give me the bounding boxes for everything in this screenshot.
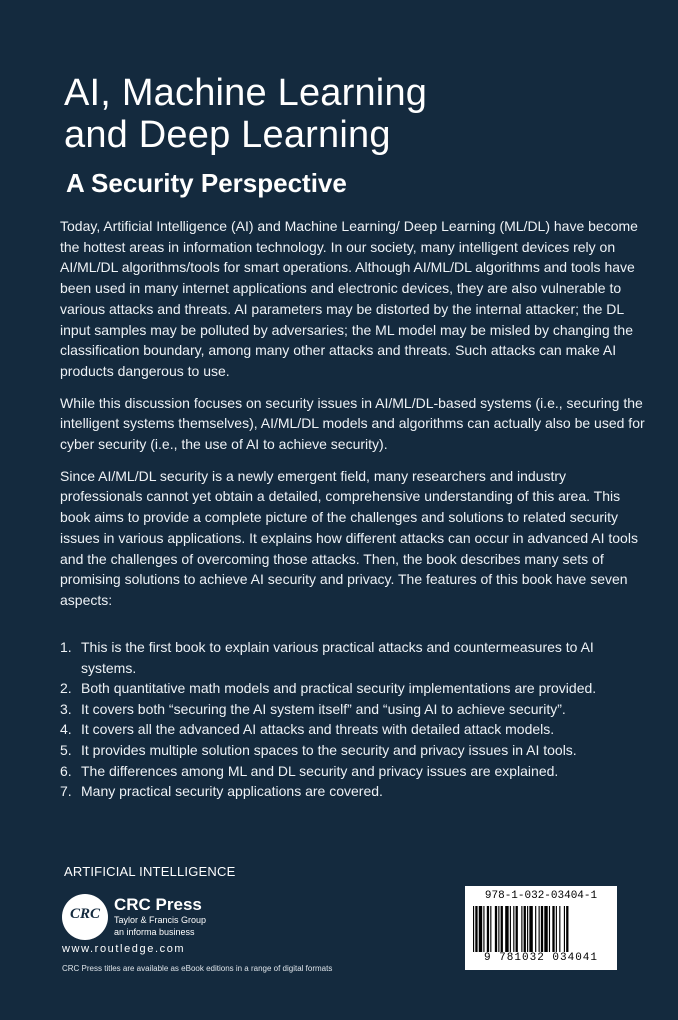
logo-text: CRC: [69, 906, 100, 922]
barcode-bar: [521, 906, 522, 952]
feature-number: 7.: [60, 783, 72, 800]
barcode-bar: [529, 906, 532, 952]
feature-text: The differences among ML and DL security and privacy issues are explained.: [81, 762, 559, 779]
feature-item: [60, 761, 620, 782]
isbn-top: 978-1-032-03404-1: [484, 890, 598, 902]
feature-number: 6.: [60, 762, 72, 779]
ebook-note: CRC Press titles are available as eBook editions in a range of digital formats: [62, 964, 333, 973]
barcode-bar: [564, 906, 565, 952]
isbn-barcode: [465, 886, 617, 970]
barcode-bar: [559, 906, 560, 952]
title-line-2: and Deep Learning: [64, 114, 391, 156]
subject-category: ARTIFICIAL INTELLIGENCE: [64, 864, 236, 879]
publisher-group: Taylor & Francis Group: [114, 915, 207, 925]
barcode-bar: [516, 906, 518, 952]
feature-item: [60, 740, 620, 761]
barcode-bar: [510, 906, 511, 952]
barcode-bar: [513, 906, 514, 952]
feature-text: Both quantitative math models and practical security implementations are provided.: [81, 680, 597, 697]
description-paragraph-3: Since AI/ML/DL security is a newly emergent field, many researchers and industry professionals cannot yet obtain a detailed, comprehensive understanding of this area. This book aims to provide a complete picture of the challenges and solutions to related security issues in various applications. It explains how different attacks can occur in advanced AI tools and the challenges of overcoming those attacks. Then, the book describes many sets of promising solutions to achieve AI security and privacy. The features of this book have seven aspects:: [60, 467, 638, 608]
barcode-bar: [535, 906, 536, 952]
barcode-bar: [566, 906, 568, 952]
feature-number: 4.: [60, 721, 72, 738]
barcode-bar: [501, 906, 503, 952]
feature-item: [60, 781, 620, 802]
publisher-informa: an informa business: [114, 927, 195, 937]
description-paragraph-2: While this discussion focuses on security issues in AI/ML/DL-based systems (i.e., securing the intelligent systems themselves), AI/ML/DL models and algorithms can actually also be used for cyber security (i.e., the use of AI to achieve security).: [60, 394, 645, 453]
barcode-bar: [483, 906, 484, 952]
feature-text: It covers all the advanced AI attacks and threats with detailed attack models.: [81, 721, 555, 738]
barcode-bar: [556, 906, 557, 952]
feature-text: It covers both “securing the AI system itself” and “using AI to achieve security”.: [81, 700, 566, 717]
barcode-bar: [487, 906, 489, 952]
isbn-bottom: 9 781032 034041: [483, 952, 599, 964]
barcode-bar: [552, 906, 554, 952]
feature-number: 2.: [60, 680, 72, 697]
feature-item: [60, 678, 620, 699]
publisher-block: [114, 895, 206, 938]
feature-text: Many practical security applications are covered.: [81, 783, 383, 800]
barcode-bar: [524, 906, 526, 952]
barcode-icon: [471, 906, 611, 952]
website-link[interactable]: www.routledge.com: [62, 943, 186, 955]
feature-item: [60, 637, 620, 678]
barcode-bar: [539, 906, 540, 952]
description-paragraph-1: Today, Artificial Intelligence (AI) and Machine Learning/ Deep Learning (ML/DL) have become the hottest areas in information technology. In our society, many intelligent devices rely on AI/ML/DL algorithms/tools for smart operations. Although AI/ML/DL algorithms and tools have been used in many internet applications and electronic devices, they are also vulnerable to various attacks and threats. AI parameters may be distorted by the internal attacker; the DL input samples may be polluted by adversaries; the ML model may be misled by changing the classification boundary, among many other attacks and threats. Such attacks can make AI products dangerous to use.: [60, 218, 638, 379]
barcode-bar: [541, 906, 543, 952]
crc-logo-icon: [62, 894, 108, 940]
barcode-bar: [475, 906, 477, 952]
feature-number: 1.: [60, 639, 72, 655]
barcode-bar: [527, 906, 528, 952]
book-title: [64, 72, 427, 156]
barcode-bar: [505, 906, 508, 952]
feature-text: It provides multiple solution spaces to the security and privacy issues in AI tools.: [81, 741, 577, 758]
barcode-bar: [498, 906, 499, 952]
barcode-bar: [495, 906, 497, 952]
barcode-bar: [490, 906, 491, 952]
title-line-1: AI, Machine Learning: [64, 72, 428, 114]
barcode-bar: [473, 906, 474, 952]
description: [60, 216, 645, 622]
feature-text: This is the first book to explain various practical attacks and countermeasures to AI systems.: [81, 639, 594, 676]
publisher-name: CRC Press: [114, 895, 202, 914]
features-list: [60, 637, 620, 802]
feature-number: 3.: [60, 700, 72, 717]
barcode-bar: [544, 906, 547, 952]
feature-number: 5.: [60, 741, 72, 758]
barcode-bar: [549, 906, 550, 952]
barcode-bar: [479, 906, 482, 952]
feature-item: [60, 699, 620, 720]
feature-item: [60, 719, 620, 740]
book-subtitle: A Security Perspective: [66, 168, 347, 198]
